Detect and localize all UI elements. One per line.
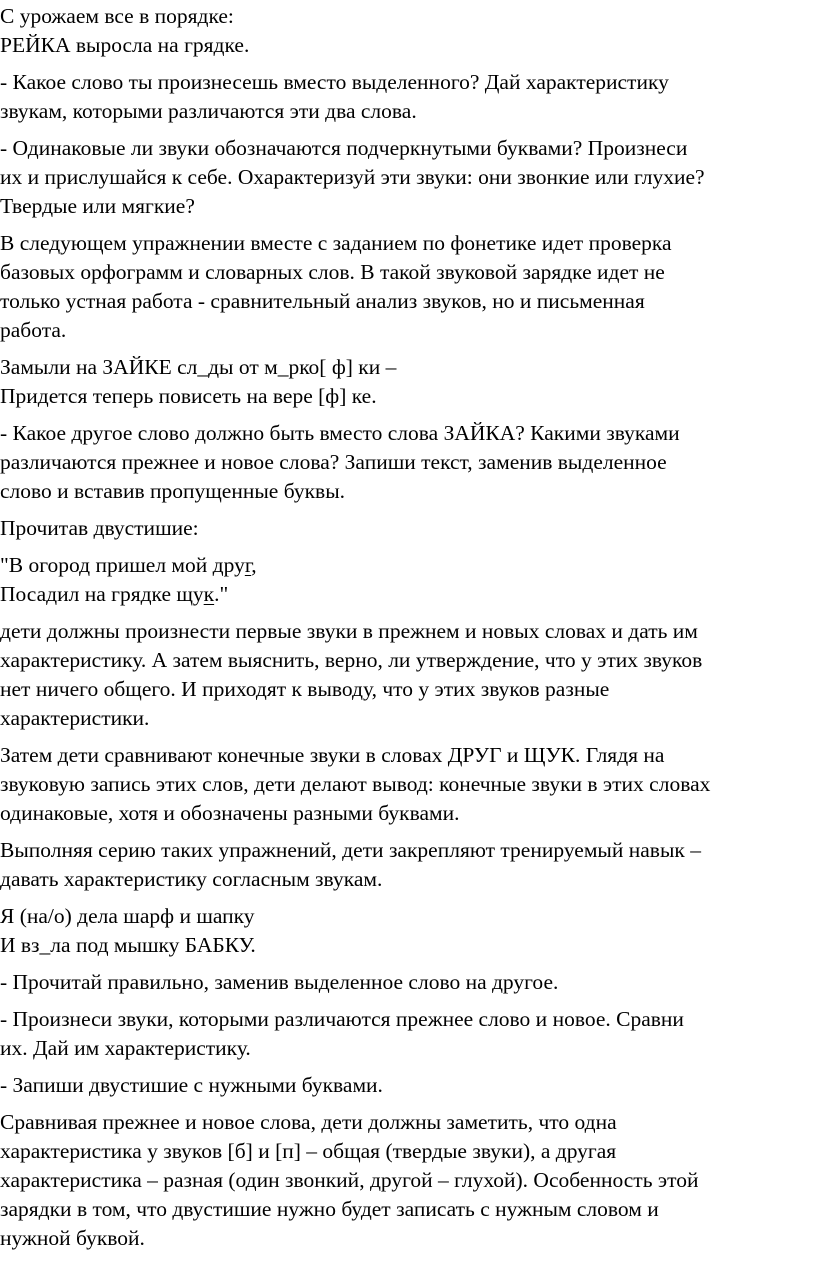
paragraph-compare-final-sounds bbox=[0, 741, 816, 828]
text-line: - Какое другое слово должно быть вместо слова ЗАЙКА? Какими звуками bbox=[0, 421, 680, 445]
paragraph-final bbox=[0, 1108, 816, 1253]
text-line: Выполняя серию таких упражнений, дети закрепляют тренируемый навык – bbox=[0, 838, 701, 862]
poem-line: С урожаем все в порядке: bbox=[0, 4, 234, 28]
task-other-word bbox=[0, 419, 816, 506]
text-line: характеристики. bbox=[0, 706, 150, 730]
text-line: В следующем упражнении вместе с заданием по фонетике идет проверка bbox=[0, 231, 672, 255]
text-line: нужной буквой. bbox=[0, 1226, 145, 1250]
task-write-couplet bbox=[0, 1071, 816, 1100]
text-line: - Запиши двустишие с нужными буквами. bbox=[0, 1073, 383, 1097]
poem-line: И вз_ла под мышку БАБКУ. bbox=[0, 933, 256, 957]
task-pronounce-sounds bbox=[0, 1005, 816, 1063]
text-line: Затем дети сравнивают конечные звуки в словах ДРУГ и ЩУК. Глядя на bbox=[0, 743, 665, 767]
text-line: их и прислушайся к себе. Охарактеризуй эти звуки: они звонкие или глухие? bbox=[0, 165, 705, 189]
poem-text: "В огород пришел мой дру bbox=[0, 553, 245, 577]
poem-line bbox=[0, 580, 816, 609]
text-line: давать характеристику согласным звукам. bbox=[0, 867, 383, 891]
paragraph-series-exercises bbox=[0, 836, 816, 894]
text-line: характеристику. А затем выяснить, верно, ли утверждение, что у этих звуков bbox=[0, 648, 703, 672]
poem-zaika bbox=[0, 353, 816, 411]
poem-line: Придется теперь повисеть на вере [ф] ке. bbox=[0, 384, 377, 408]
text-line: характеристика – разная (один звонкий, другой – глухой). Особенность этой bbox=[0, 1168, 699, 1192]
text-line: только устная работа - сравнительный анализ звуков, но и письменная bbox=[0, 289, 645, 313]
paragraph-children-sounds bbox=[0, 617, 816, 733]
text-line: зарядки в том, что двустишие нужно будет записать с нужным словом и bbox=[0, 1197, 659, 1221]
poem-line: РЕЙКА выросла на грядке. bbox=[0, 33, 250, 57]
text-line: слово и вставив пропущенные буквы. bbox=[0, 479, 346, 503]
poem-line bbox=[0, 551, 816, 580]
text-line: работа. bbox=[0, 318, 67, 342]
task-read-correctly bbox=[0, 968, 816, 997]
text-line: базовых орфограмм и словарных слов. В такой звуковой зарядке идет не bbox=[0, 260, 665, 284]
text-line: нет ничего общего. И приходят к выводу, что у этих звуков разные bbox=[0, 677, 610, 701]
poem-line: Замыли на ЗАЙКЕ сл_ды от м_рко[ ф] ки – bbox=[0, 355, 397, 379]
text-line: Прочитав двустишие: bbox=[0, 516, 199, 540]
poem-sharf bbox=[0, 902, 816, 960]
poem-text: ." bbox=[214, 582, 229, 606]
text-line: звукам, которыми различаются эти два слова. bbox=[0, 99, 417, 123]
poem-garden-reika bbox=[0, 2, 816, 60]
text-line: - Произнеси звуки, которыми различаются прежнее слово и новое. Сравни bbox=[0, 1007, 684, 1031]
underlined-letter: г bbox=[244, 553, 252, 577]
task-replace-word bbox=[0, 68, 816, 126]
text-line: характеристика у звуков [б] и [п] – общая (твердые звуки), а другая bbox=[0, 1139, 617, 1163]
text-line: Сравнивая прежнее и новое слова, дети должны заметить, что одна bbox=[0, 1110, 617, 1134]
text-line: различаются прежнее и новое слова? Запиши текст, заменив выделенное bbox=[0, 450, 667, 474]
poem-line: Я (на/о) дела шарф и шапку bbox=[0, 904, 255, 928]
read-couplet-intro bbox=[0, 514, 816, 543]
text-line: - Прочитай правильно, заменив выделенное слово на другое. bbox=[0, 970, 559, 994]
poem-text: , bbox=[251, 553, 257, 577]
text-line: дети должны произнести первые звуки в прежнем и новых словах и дать им bbox=[0, 619, 698, 643]
text-line: звуковую запись этих слов, дети делают вывод: конечные звуки в этих словах bbox=[0, 772, 711, 796]
text-line: их. Дай им характеристику. bbox=[0, 1036, 251, 1060]
paragraph-next-exercise bbox=[0, 229, 816, 345]
text-line: одинаковые, хотя и обозначены разными буквами. bbox=[0, 801, 460, 825]
poem-ogorod bbox=[0, 551, 816, 609]
poem-text: Посадил на грядке щу bbox=[0, 582, 204, 606]
text-line: Твердые или мягкие? bbox=[0, 194, 195, 218]
underlined-letter: к bbox=[203, 582, 215, 606]
text-line: - Какое слово ты произнесешь вместо выделенного? Дай характеристику bbox=[0, 70, 669, 94]
task-same-sounds bbox=[0, 134, 816, 221]
text-line: - Одинаковые ли звуки обозначаются подчеркнутыми буквами? Произнеси bbox=[0, 136, 688, 160]
